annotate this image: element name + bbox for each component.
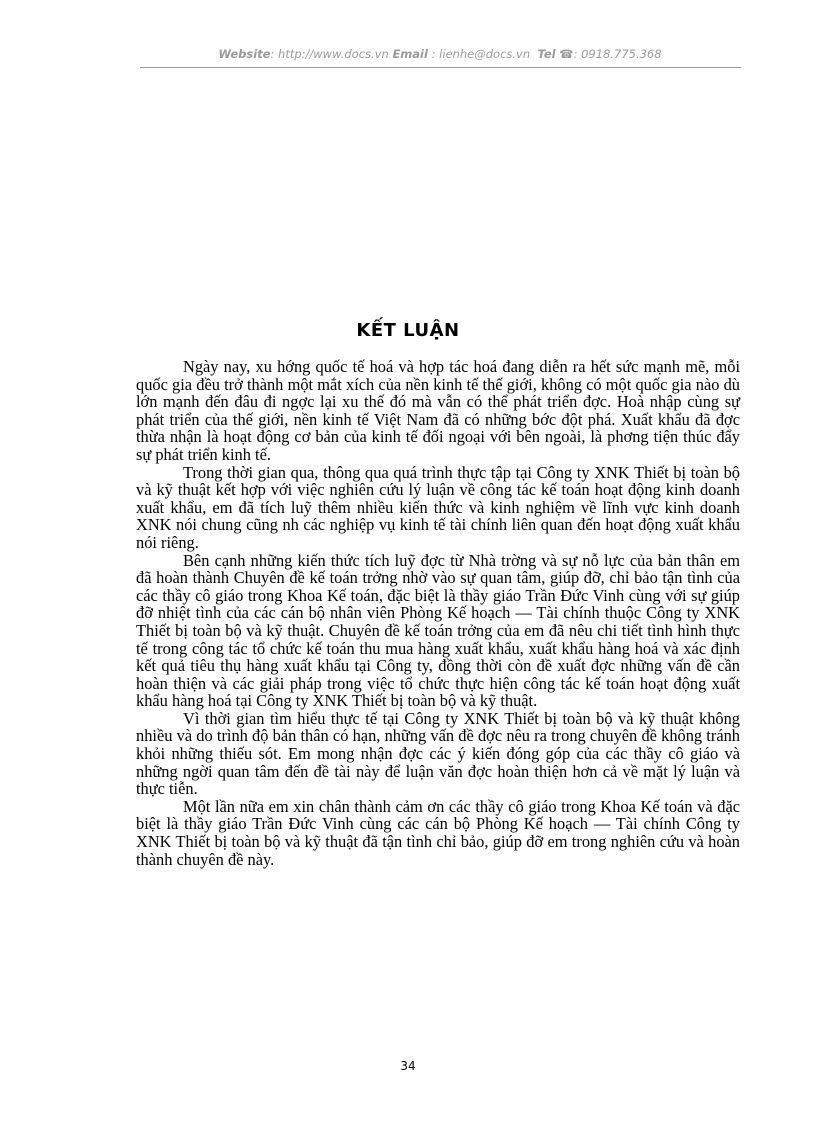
page-number: 34 [400, 1059, 416, 1073]
website-value: : http://www.docs.vn [270, 47, 389, 61]
paragraph: Một lần nữa em xin chân thành cảm ơn các thầy cô giáo trong Khoa Kế toán và đặc biệt là thầy giáo Trần Đức Vinh cùng các cán bộ Phòng Kế hoạch — Tài chính Công ty XNK Thiết bị toàn bộ và kỹ thuật đã tận tình chỉ bảo, giúp đỡ em trong nghiên cứu và hoàn thành chuyên đề này. [136, 796, 740, 869]
email-value: : lienhe@docs.vn [431, 47, 531, 61]
phone-icon: ☎ [559, 47, 574, 61]
website-label: Website [218, 47, 271, 61]
paragraph: Trong thời gian qua, thông qua quá trình thực tập tại Công ty XNK Thiết bị toàn bộ và kỹ thuật kết hợp với việc nghiên cứu lý luận về công tác kế toán hoạt động kinh doanh xuất khẩu, em đã tích luỹ thêm nhiều kiến thức và kinh nghiệm về lĩnh vực kinh doanh XNK nói chung cũng nh các nghiệp vụ kinh tế tài chính liên quan đến hoạt động xuất khẩu nói riêng. [136, 462, 740, 552]
body-text [136, 358, 740, 868]
email-label: Email [392, 47, 428, 61]
tel-label: Tel [537, 47, 556, 61]
paragraph: Vì thời gian tìm hiểu thực tế tại Công ty XNK Thiết bị toàn bộ và kỹ thuật không nhiều và do trình độ bản thân có hạn, những vấn đề đợc nêu ra trong chuyên đề không tránh khỏi những thiếu sót. Em mong nhận đợc các ý kiến đóng góp của các thầy cô giáo và những ngời quan tâm đến đề tài này để luận văn đợc hoàn thiện hơn cả về mặt lý luận và thực tiễn. [136, 708, 740, 799]
paragraph: Ngày nay, xu hớng quốc tế hoá và hợp tác hoá đang diễn ra hết sức mạnh mẽ, mỗi quốc gia đều trở thành một mắt xích của nền kinh tế thế giới, không có một quốc gia nào dù lớn mạnh đến đâu đi ngợc lại xu thế đó mà vẫn có thể phát triển đợc. Hoà nhập cùng sự phát triển của thế giới, nền kinh tế Việt Nam đã có những bớc đột phá. Xuất khẩu đã đợc thừa nhận là hoạt động cơ bản của kinh tế đối ngoại với bên ngoài, là phơng tiện thúc đẩy sự phát triển kinh tế. [136, 357, 740, 464]
paragraph: Bên cạnh những kiến thức tích luỹ đợc từ Nhà trờng và sự nỗ lực của bản thân em đã hoàn thành Chuyên đề kế toán trởng nhờ vào sự quan tâm, giúp đỡ, chỉ bảo tận tình của các thầy cô giáo trong Khoa Kế toán, đặc biệt là thầy giáo Trần Đức Vinh cùng với sự giúp đỡ nhiệt tình của các cán bộ nhân viên Phòng Kế hoạch — Tài chính thuộc Công ty XNK Thiết bị toàn bộ và kỹ thuật. Chuyên đề kế toán trởng của em đã nêu chi tiết tình hình thực tế trong công tác tổ chức kế toán thu mua hàng xuất khẩu, xuất khẩu hàng hoá và xác định kết quả tiêu thụ hàng xuất khẩu tại Công ty, đồng thời còn đề xuất đợc những vấn đề cần hoàn thiện và các giải pháp trong việc tổ chức thực hiện công tác kế toán hoạt động xuất khẩu hàng hoá tại Công ty XNK Thiết bị toàn bộ và kỹ thuật. [136, 550, 740, 711]
tel-value: : 0918.775.368 [573, 47, 662, 61]
header-divider [140, 67, 741, 68]
page-title: KẾT LUẬN [356, 320, 460, 341]
page-header [140, 47, 740, 61]
